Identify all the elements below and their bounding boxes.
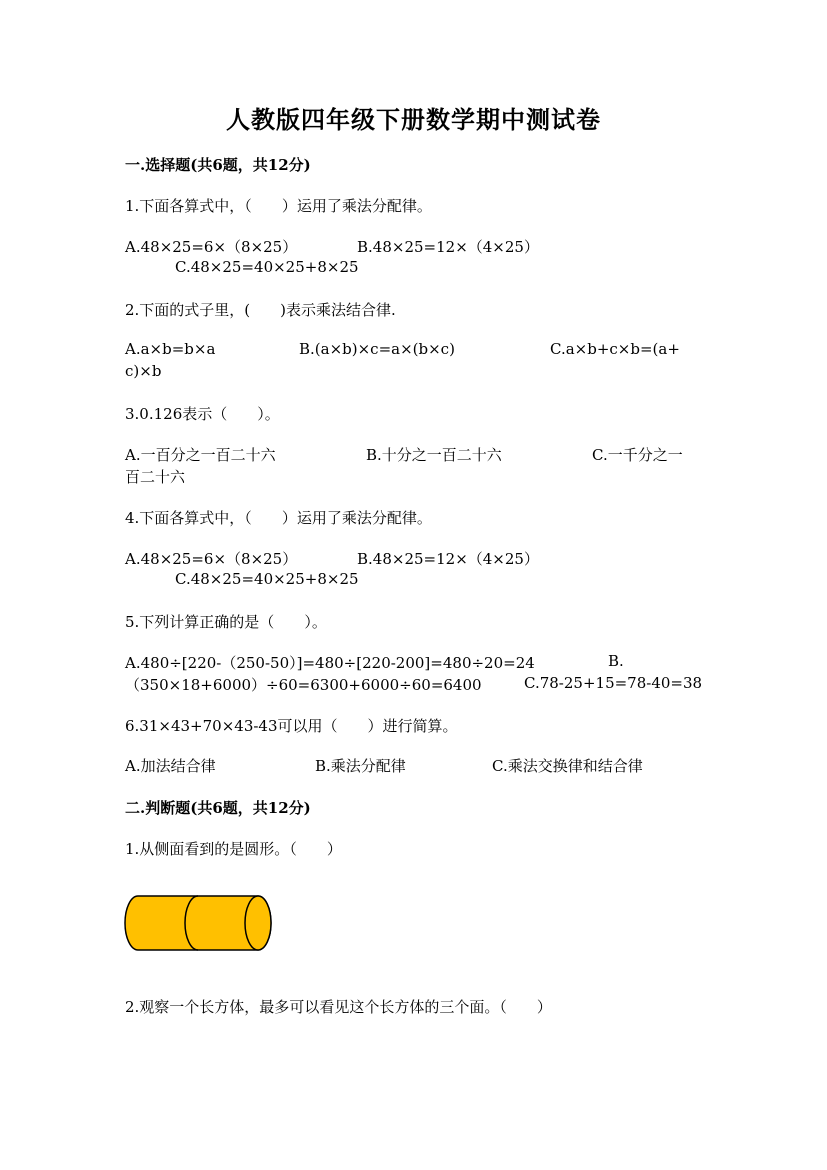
q4-option-a: A.48×25=6×（8×25） [125, 550, 298, 568]
exam-title: 人教版四年级下册数学期中测试卷 [226, 105, 601, 134]
q4-option-c: C.48×25=40×25+8×25 [175, 570, 359, 588]
q3-stem: 3.0.126表示（ ）。 [125, 405, 280, 423]
q1-option-b: B.48×25=12×（4×25） [357, 238, 539, 256]
q1-option-c: C.48×25=40×25+8×25 [175, 258, 359, 276]
q6-stem: 6.31×43+70×43-43可以用（ ）进行简算。 [125, 717, 458, 735]
section-header-choice: 一.选择题(共6题，共12分) [125, 156, 311, 174]
q5-stem: 5.下列计算正确的是（ ）。 [125, 613, 327, 631]
q2-stem: 2.下面的式子里，( )表示乘法结合律. [125, 301, 396, 319]
q1-option-a: A.48×25=6×（8×25） [125, 238, 298, 256]
j1-stem: 1.从侧面看到的是圆形。（ ） [125, 840, 342, 858]
q2-option-a: A.a×b=b×a [125, 340, 216, 358]
q5-option-b-cont: （350×18+6000）÷60=6300+6000÷60=6400 [125, 676, 482, 694]
cylinder-end-face [245, 896, 271, 950]
q6-option-b: B.乘法分配律 [315, 757, 406, 775]
q3-option-b: B.十分之一百二十六 [366, 446, 502, 464]
q5-option-b: B. [608, 652, 624, 670]
q3-option-a: A.一百分之一百二十六 [125, 446, 276, 464]
q3-option-c-cont: 百二十六 [125, 468, 186, 486]
q6-option-c: C.乘法交换律和结合律 [492, 757, 643, 775]
q5-option-a: A.480÷[220-（250-50）]=480÷[220-200]=480÷20=24 [125, 654, 535, 672]
q5-option-c: C.78-25+15=78-40=38 [524, 674, 703, 692]
q2-option-c: C.a×b+c×b=(a+ [550, 340, 680, 358]
q4-stem: 4.下面各算式中，（ ）运用了乘法分配律。 [125, 509, 432, 527]
q4-option-b: B.48×25=12×（4×25） [357, 550, 539, 568]
q2-option-c-cont: c)×b [125, 362, 162, 380]
j2-stem: 2.观察一个长方体，最多可以看见这个长方体的三个面。（ ） [125, 998, 552, 1016]
q1-stem: 1.下面各算式中，（ ）运用了乘法分配律。 [125, 197, 432, 215]
q3-option-c: C.一千分之一 [592, 446, 683, 464]
cylinder-figure [124, 893, 276, 955]
q2-option-b: B.(a×b)×c=a×(b×c) [299, 340, 455, 358]
q6-option-a: A.加法结合律 [125, 757, 216, 775]
section-header-judge: 二.判断题(共6题，共12分) [125, 799, 311, 817]
